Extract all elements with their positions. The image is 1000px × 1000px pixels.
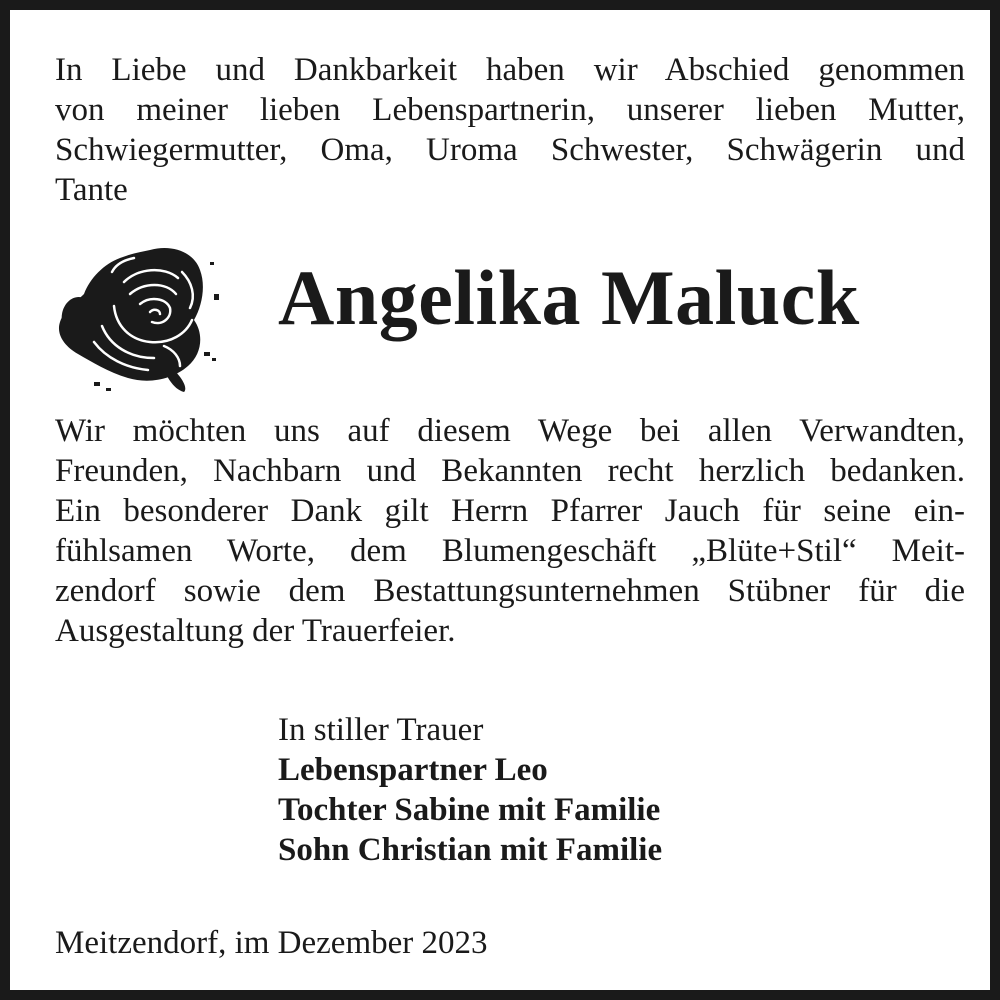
thanks-line: fühlsamen Worte, dem Blumengeschäft „Blüte+Stil“ Meit- [55, 533, 965, 569]
mourner-name: Lebenspartner Leo [278, 752, 548, 788]
rose-icon [54, 242, 226, 394]
signoff-heading: In stiller Trauer [278, 712, 484, 748]
thanks-paragraph [55, 411, 965, 651]
intro-line: Tante [55, 172, 128, 208]
thanks-line: Freunden, Nachbarn und Bekannten recht herzlich bedanken. [55, 453, 965, 489]
thanks-line: Ein besonderer Dank gilt Herrn Pfarrer Jauch für seine ein- [55, 493, 965, 529]
signoff-block [278, 710, 662, 870]
intro-line: Schwiegermutter, Oma, Uroma Schwester, Schwägerin und [55, 132, 965, 168]
thanks-line: zendorf sowie dem Bestattungsunternehmen Stübner für die [55, 573, 965, 609]
mourner-name: Sohn Christian mit Familie [278, 832, 663, 868]
intro-paragraph [55, 50, 965, 210]
thanks-line: Wir möchten uns auf diesem Wege bei allen Verwandten, [55, 413, 965, 449]
mourner-name: Tochter Sabine mit Familie [278, 792, 661, 828]
deceased-name: Angelika Maluck [278, 254, 860, 341]
thanks-line: Ausgestaltung der Trauerfeier. [55, 613, 456, 649]
place-date: Meitzendorf, im Dezember 2023 [55, 925, 488, 961]
intro-line: In Liebe und Dankbarkeit haben wir Abschied genommen [55, 52, 965, 88]
intro-line: von meiner lieben Lebenspartnerin, unserer lieben Mutter, [55, 92, 965, 128]
